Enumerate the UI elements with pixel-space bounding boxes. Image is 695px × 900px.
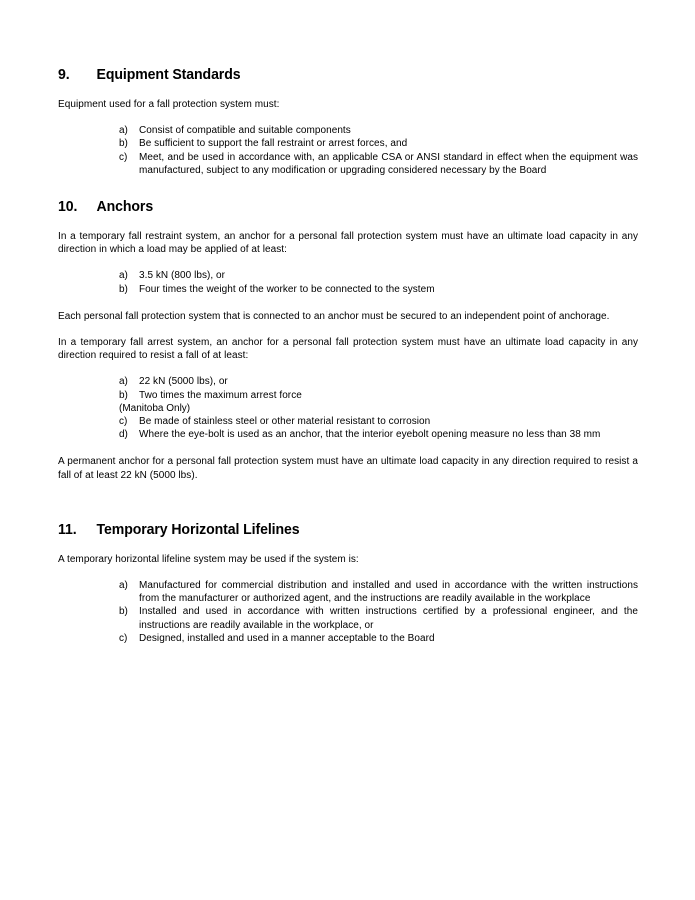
list-marker: d) bbox=[119, 429, 128, 441]
section-10-paragraph-2: Each personal fall protection system that is connected to an anchor must be secured to an independent point of anchorage. bbox=[58, 310, 610, 322]
list-item-text: Be sufficient to support the fall restraint or arrest forces, and bbox=[139, 138, 408, 150]
section-10-paragraph-4: A permanent anchor for a personal fall protection system must have an ultimate load capacity in any direction required to resist a fall of at least 22 kN (5000 lbs). bbox=[58, 456, 638, 481]
list-marker: a) bbox=[119, 125, 128, 137]
list-item-text: Four times the weight of the worker to be connected to the system bbox=[139, 283, 435, 295]
section-10-list-1 bbox=[58, 269, 638, 295]
list-marker: c) bbox=[119, 416, 128, 428]
list-item bbox=[58, 415, 638, 428]
list-item-text: Manufactured for commercial distribution and installed and used in accordance with the written instructions from the manufacturer or authorized agent, and the instructions are readily available in the workplace bbox=[139, 580, 638, 605]
section-9-intro-paragraph: Equipment used for a fall protection system must: bbox=[58, 99, 280, 110]
list-item-text: 22 kN (5000 lbs), or bbox=[139, 376, 228, 388]
document-content bbox=[58, 66, 638, 645]
section-heading-9 bbox=[58, 66, 603, 84]
list-item bbox=[58, 124, 638, 137]
list-item-text: Meet, and be used in accordance with, an applicable CSA or ANSI standard in effect when the equipment was manufactured, subject to any modification or upgrading considered necessary by the Board bbox=[139, 151, 638, 176]
list-item bbox=[58, 151, 638, 177]
section-10-list-2 bbox=[58, 375, 638, 401]
list-item bbox=[58, 632, 638, 645]
list-marker: a) bbox=[119, 580, 128, 592]
list-marker: a) bbox=[119, 376, 128, 388]
list-item-text: Designed, installed and used in a manner acceptable to the Board bbox=[139, 632, 435, 644]
section-10-intro-paragraph: In a temporary fall restraint system, an anchor for a personal fall protection system must have an ultimate load capacity in any direction in which a load may be applied of at least: bbox=[58, 231, 638, 256]
list-item bbox=[58, 137, 638, 150]
section-10-list-3 bbox=[58, 415, 638, 441]
list-item bbox=[58, 389, 638, 402]
list-marker: c) bbox=[119, 632, 128, 644]
list-item-text: Two times the maximum arrest force bbox=[139, 389, 302, 401]
list-marker: b) bbox=[119, 138, 128, 150]
section-11-list bbox=[58, 579, 638, 645]
section-title-11: Temporary Horizontal Lifelines bbox=[96, 520, 300, 538]
list-item bbox=[58, 269, 638, 282]
list-item bbox=[58, 283, 638, 296]
list-marker: c) bbox=[119, 151, 128, 163]
section-heading-11 bbox=[58, 521, 603, 539]
list-marker: b) bbox=[119, 389, 128, 401]
list-item bbox=[58, 375, 638, 388]
list-item-text: Be made of stainless steel or other material resistant to corrosion bbox=[139, 416, 431, 428]
list-item-text: Consist of compatible and suitable components bbox=[139, 125, 351, 137]
list-item-text: Where the eye-bolt is used as an anchor, that the interior eyebolt opening measure no less than 38 mm bbox=[139, 429, 601, 441]
list-item bbox=[58, 428, 638, 441]
section-title-9: Equipment Standards bbox=[96, 66, 241, 83]
list-marker: b) bbox=[119, 283, 128, 295]
section-number-9: 9. bbox=[58, 66, 70, 83]
section-10-paragraph-3: In a temporary fall arrest system, an anchor for a personal fall protection system must have an ultimate load capacity in any direction required to resist a fall of at least: bbox=[58, 337, 638, 362]
list-item bbox=[58, 605, 638, 631]
jurisdiction-note: (Manitoba Only) bbox=[119, 402, 191, 414]
list-marker: a) bbox=[119, 270, 128, 282]
list-marker: b) bbox=[119, 606, 128, 618]
section-title-10: Anchors bbox=[96, 198, 154, 216]
list-item-text: Installed and used in accordance with written instructions certified by a professional engineer, and the instructions are readily available in the workplace, or bbox=[139, 606, 638, 631]
list-item-text: 3.5 kN (800 lbs), or bbox=[139, 270, 226, 282]
section-number-10: 10. bbox=[58, 198, 78, 216]
section-11-intro-paragraph: A temporary horizontal lifeline system may be used if the system is: bbox=[58, 553, 359, 565]
section-number-11: 11. bbox=[58, 520, 77, 538]
section-heading-10 bbox=[58, 198, 603, 216]
list-item bbox=[58, 579, 638, 605]
section-9-list bbox=[58, 124, 638, 177]
